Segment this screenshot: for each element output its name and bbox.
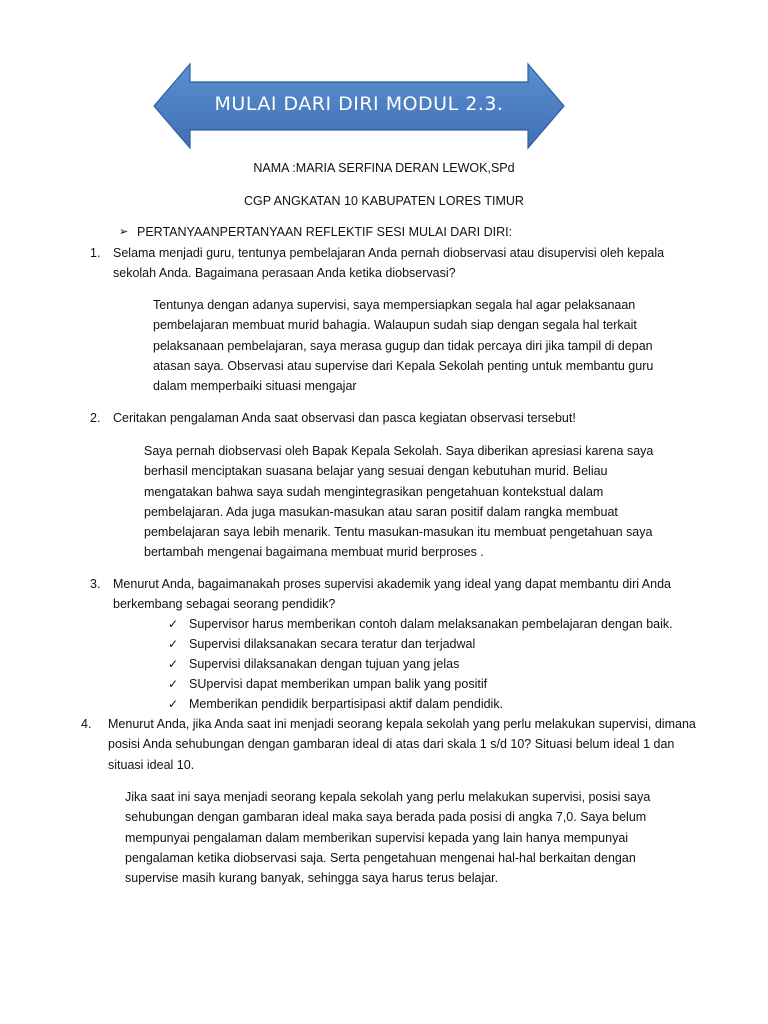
answer-text: Jika saat ini saya menjadi seorang kepala sekolah yang perlu melakukan supervisi, posisi saya sehubungan dengan gambaran ideal maka saya berada pada posisi di angka 7,0. Saya belum mempunyai pengalaman dalam memberikan supervisi kepada yang lain hanya mempunyai pengalaman ketika diobservasi saja. Serta pengetahuan mengenai hal-hal berkaitan dengan supervise masih kurang banyak, sehingga saya harus terus belajar. [125, 790, 651, 886]
arrow-bullet-icon: ➢ [119, 226, 129, 238]
check-icon: ✓ [168, 677, 179, 691]
list-item: Memberikan pendidik berpartisipasi aktif dalam pendidik. [189, 697, 504, 711]
list-item: Supervisor harus memberikan contoh dalam melaksanakan pembelajaran dengan baik. [189, 617, 673, 631]
list-item: Supervisi dilaksanakan dengan tujuan yang jelas [189, 657, 460, 671]
question-number: 1. [90, 246, 101, 260]
question-number: 4. [81, 717, 92, 731]
list-item: SUpervisi dapat memberikan umpan balik yang positif [189, 677, 488, 691]
question-number: 2. [90, 411, 101, 425]
check-icon: ✓ [168, 617, 179, 631]
title-banner [150, 60, 568, 152]
question-text: Menurut Anda, bagaimanakah proses supervisi akademik yang ideal yang dapat membantu diri Anda berkembang sebagai seorang pendidik? [113, 577, 671, 612]
question-text: Selama menjadi guru, tentunya pembelajaran Anda pernah diobservasi atau disupervisi oleh kepala sekolah Anda. Bagaimana perasaan Anda ketika diobservasi? [113, 246, 665, 281]
section-heading: PERTANYAANPERTANYAAN REFLEKTIF SESI MULAI DARI DIRI: [137, 225, 513, 239]
list-item: Supervisi dilaksanakan secara teratur dan terjadwal [189, 637, 476, 651]
cgp-line: CGP ANGKATAN 10 KABUPATEN LORES TIMUR [244, 194, 524, 208]
answer-text: Tentunya dengan adanya supervisi, saya mempersiapkan segala hal agar pelaksanaan pembelajaran membuat murid bahagia. Walaupun sudah siap dengan segala hal terkait pelaksanaan pembelajaran, saya merasa gugup dan tidak percaya diri jika tampil di depan atasan saya. Observasi atau supervise dari Kepala Sekolah penting untuk membantu guru dalam memperbaiki situasi mengajar [153, 298, 654, 394]
banner-title: MULAI DARI DIRI MODUL 2.3. [214, 93, 504, 115]
question-text: Menurut Anda, jika Anda saat ini menjadi seorang kepala sekolah yang perlu melakukan supervisi, dimana posisi Anda sehubungan dengan gambaran ideal di atas dari skala 1 s/d 10? Situasi belum ideal 1 dan situasi ideal 10. [108, 717, 696, 772]
answer-text: Saya pernah diobservasi oleh Bapak Kepala Sekolah. Saya diberikan apresiasi karena saya berhasil menciptakan suasana belajar yang sesuai dengan kebutuhan murid. Beliau mengatakan bahwa saya sudah mengintegrasikan pengetahuan kontekstual dalam pembelajaran. Ada juga masukan-masukan atau saran positif dalam rangka membuat pembelajaran saya lebih menarik. Tentu masukan-masukan itu membuat pengetahuan saya bertambah mengenai bagaimana membuat murid berproses . [144, 444, 654, 560]
question-number: 3. [90, 577, 101, 591]
question-text: Ceritakan pengalaman Anda saat observasi dan pasca kegiatan observasi tersebut! [113, 411, 576, 425]
check-icon: ✓ [168, 637, 179, 651]
check-icon: ✓ [168, 697, 179, 711]
author-name: NAMA :MARIA SERFINA DERAN LEWOK,SPd [253, 161, 515, 175]
check-icon: ✓ [168, 657, 179, 671]
